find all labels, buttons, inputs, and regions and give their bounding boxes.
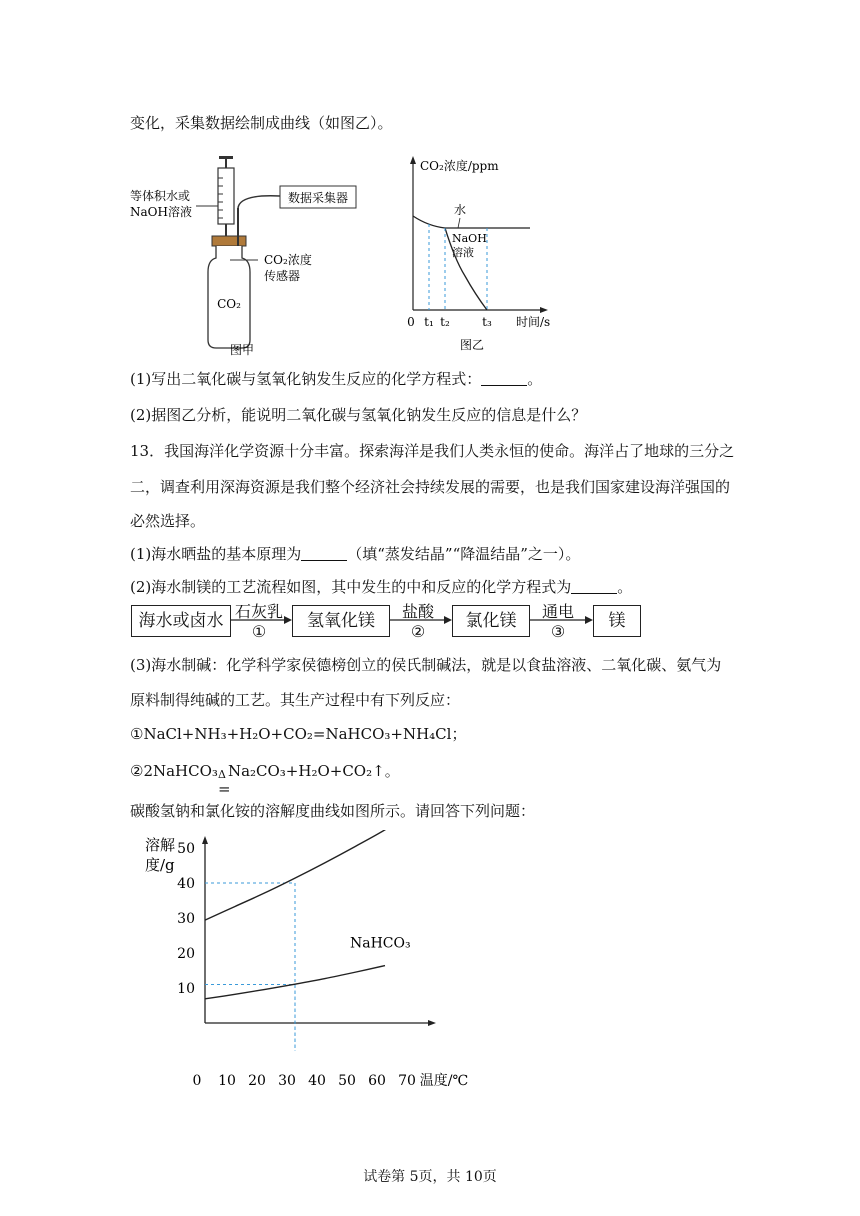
flow-box: 氯化镁 <box>452 605 530 637</box>
x-tick-label: 50 <box>338 1073 356 1089</box>
yi-water-label: 水 <box>453 203 467 217</box>
x-tick-label: 10 <box>218 1073 236 1089</box>
page-footer: 试卷第 5页，共 10页 <box>363 1169 497 1185</box>
question-13-3: (3)海水制碱：化学科学家侯德榜创立的侯氏制碱法，就是以食盐溶液、二氧化碳、氨气为 <box>130 656 722 674</box>
sensor-label-1: CO₂浓度 <box>264 253 312 267</box>
x-tick-label: 30 <box>278 1073 296 1089</box>
question-12-2: (2)据图乙分析，能说明二氧化碳与氢氧化钠发生反应的信息是什么？ <box>130 406 587 424</box>
reaction-1: ①NaCl+NH₃+H₂O+CO₂=NaHCO₃+NH₄Cl； <box>130 725 467 743</box>
y-tick-label: 10 <box>177 981 195 997</box>
yi-tick-t2: t₂ <box>440 315 450 329</box>
solubility-chart <box>130 830 470 1095</box>
x-tick-label: 20 <box>248 1073 266 1089</box>
x-tick-label: 70 <box>398 1073 416 1089</box>
liquid-label-2: NaOH溶液 <box>130 205 192 219</box>
yi-xlabel: 时间/s <box>516 315 550 329</box>
flow-step: ① <box>251 622 267 641</box>
yi-tick-t3: t₃ <box>482 315 492 329</box>
series-label: NaHCO₃ <box>350 935 411 952</box>
y-axis-label: 度/g <box>145 856 175 874</box>
reaction-2: ②2NaHCO₃ Δ = Na₂CO₃+H₂O+CO₂↑。 <box>130 762 400 798</box>
question-13-line: 13．我国海洋化学资源十分丰富。探索海洋是我们人类永恒的使命。海洋占了地球的三分之 <box>130 442 735 460</box>
yi-origin: 0 <box>407 315 415 329</box>
question-13-line: 二，调查利用深海资源是我们整个经济社会持续发展的需要，也是我们国家建设海洋强国的 <box>130 478 731 496</box>
yi-naoh-label-1: NaOH <box>452 232 487 245</box>
flow-step: ② <box>410 622 426 641</box>
question-13-1: (1)海水晒盐的基本原理为 （填“蒸发结晶”“降温结晶”之一）。 <box>130 545 581 563</box>
x-tick-label: 40 <box>308 1073 326 1089</box>
question-13-3: 原料制得纯碱的工艺。其生产过程中有下列反应： <box>130 691 461 709</box>
flow-box: 镁 <box>593 605 641 637</box>
flow-reagent: 通电 <box>541 602 574 621</box>
flow-reagent: 盐酸 <box>401 602 434 621</box>
x-tick-label: 60 <box>368 1073 386 1089</box>
y-tick-label: 30 <box>177 911 195 927</box>
x-tick-label: 0 <box>192 1073 202 1089</box>
question-13-line: 必然选择。 <box>130 512 206 530</box>
yi-tick-t1: t₁ <box>424 315 434 329</box>
question-13-3c: 碳酸氢钠和氯化铵的溶解度曲线如图所示。请回答下列问题： <box>130 802 536 820</box>
flow-box: 氢氧化镁 <box>292 605 390 637</box>
series-line-nh4cl <box>205 830 403 920</box>
bottle-label: CO₂ <box>217 297 241 311</box>
question-12-1: (1)写出二氧化碳与氢氧化钠发生反应的化学方程式： 。 <box>130 370 543 388</box>
caption-yi: 图乙 <box>459 338 485 352</box>
x-axis-arrow <box>428 1020 436 1026</box>
sensor-label-2: 传感器 <box>264 269 301 283</box>
y-axis-arrow <box>202 836 208 844</box>
liquid-label-1: 等体积水或 <box>130 189 191 203</box>
x-axis-label: 温度/℃ <box>419 1073 469 1089</box>
y-tick-label: 40 <box>177 876 195 892</box>
y-axis-label: 溶解 <box>145 836 176 854</box>
yi-ylabel: CO₂浓度/ppm <box>420 159 499 173</box>
caption-jia: 图甲 <box>229 343 255 356</box>
flow-step: ③ <box>550 622 566 641</box>
collector-label: 数据采集器 <box>287 191 349 205</box>
y-tick-label: 20 <box>177 946 195 962</box>
text-line: 变化，采集数据绘制成曲线（如图乙）。 <box>130 114 393 132</box>
question-13-2: (2)海水制镁的工艺流程如图，其中发生的中和反应的化学方程式为 。 <box>130 578 633 596</box>
yi-naoh-label-2: 溶液 <box>452 246 474 259</box>
y-tick-label: 50 <box>177 841 195 857</box>
flow-reagent: 石灰乳 <box>234 602 283 621</box>
flow-box: 海水或卤水 <box>131 605 231 637</box>
